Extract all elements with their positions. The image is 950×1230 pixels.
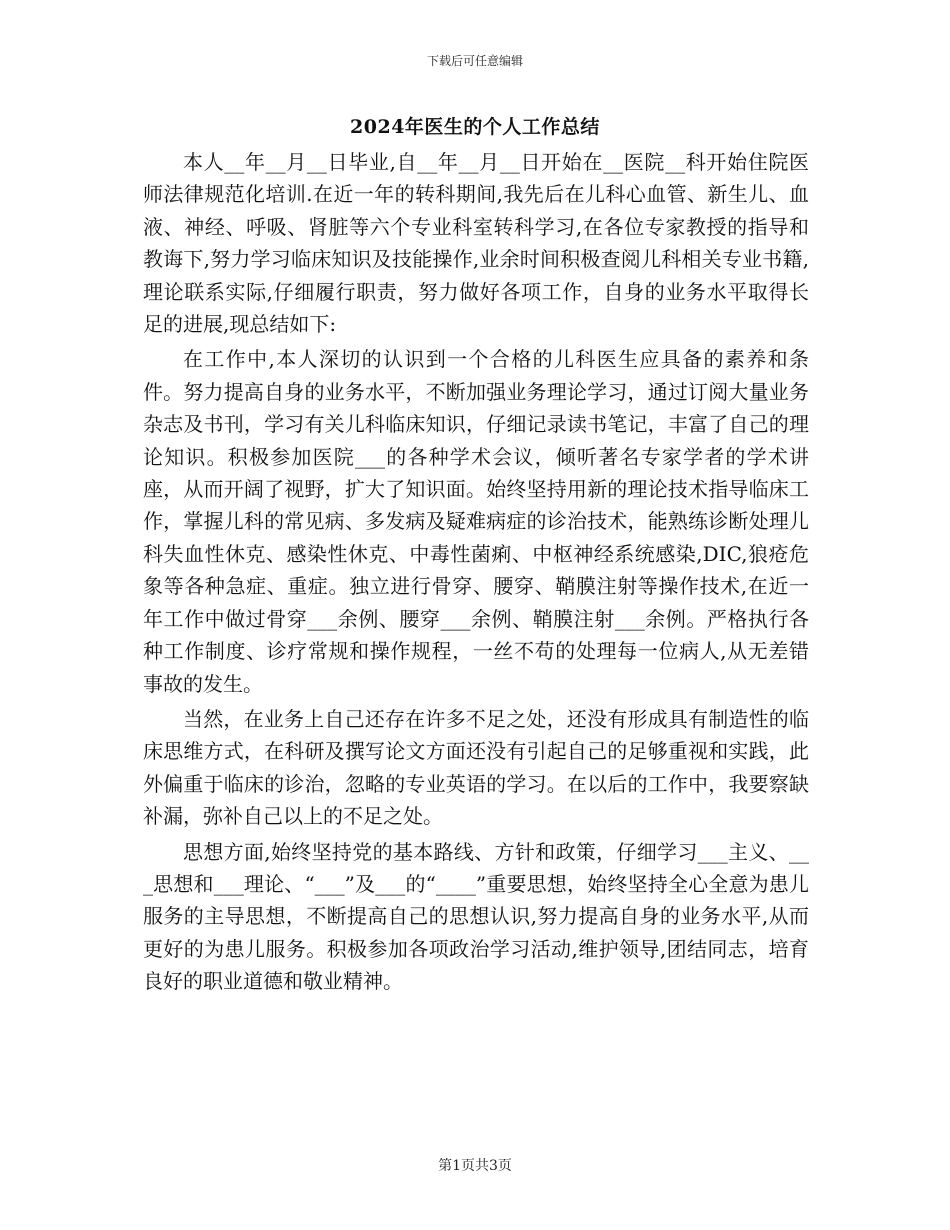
document-body	[143, 146, 809, 998]
paragraph-work: 在工作中,本人深切的认识到一个合格的儿科医生应具备的素养和条件。努力提高自身的业务水平，不断加强业务理论学习，通过订阅大量业务杂志及书刊，学习有关儿科临床知识，仔细记录读书笔记，丰富了自己的理论知识。积极参加医院___的各种学术会议，倾听著名专家学者的学术讲座，从而开阔了视野，扩大了知识面。始终坚持用新的理论技术指导临床工作，掌握儿科的常见病、多发病及疑难病症的诊治技术，能熟练诊断处理儿科失血性休克、感染性休克、中毒性菌痢、中枢神经系统感染,DIC,狼疮危象等各种急症、重症。独立进行骨穿、腰穿、鞘膜注射等操作技术,在近一年工作中做过骨穿___余例、腰穿___余例、鞘膜注射___余例。严格执行各种工作制度、诊疗常规和操作规程，一丝不苟的处理每一位病人,从无差错事故的发生。	[143, 347, 809, 696]
document-title: 2024年医生的个人工作总结	[350, 116, 600, 138]
paragraph-ideology: 思想方面,始终坚持党的基本路线、方针和政策，仔细学习___主义、___思想和___理论、“___”及___的“____”重要思想，始终坚持全心全意为患儿服务的主导思想，不断提高自己的思想认识,努力提高自身的业务水平,从而更好的为患儿服务。积极参加各项政治学习活动,维护领导,团结同志，培育良好的职业道德和敬业精神。	[143, 839, 809, 994]
page-footer: 第1页共3页	[438, 1158, 512, 1174]
paragraph-shortcomings: 当然，在业务上自己还存在许多不足之处，还没有形成具有制造性的临床思维方式，在科研及撰写论文方面还没有引起自己的足够重视和实践，此外偏重于临床的诊治，忽略的专业英语的学习。在以后的工作中，我要察缺补漏，弥补自己以上的不足之处。	[143, 706, 809, 829]
page-header: 下载后可任意编辑	[426, 54, 523, 68]
paragraph-intro: 本人__年__月__日毕业,自__年__月__日开始在__医院__科开始住院医师法律规范化培训.在近一年的转科期间,我先后在儿科心血管、新生儿、血液、神经、呼吸、肾脏等六个专业科室转科学习,在各位专家教授的指导和教诲下,努力学习临床知识及技能操作,业余时间积极查阅儿科相关专业书籍,理论联系实际,仔细履行职责，努力做好各项工作，自身的业务水平取得长足的进展,现总结如下:	[143, 150, 809, 337]
